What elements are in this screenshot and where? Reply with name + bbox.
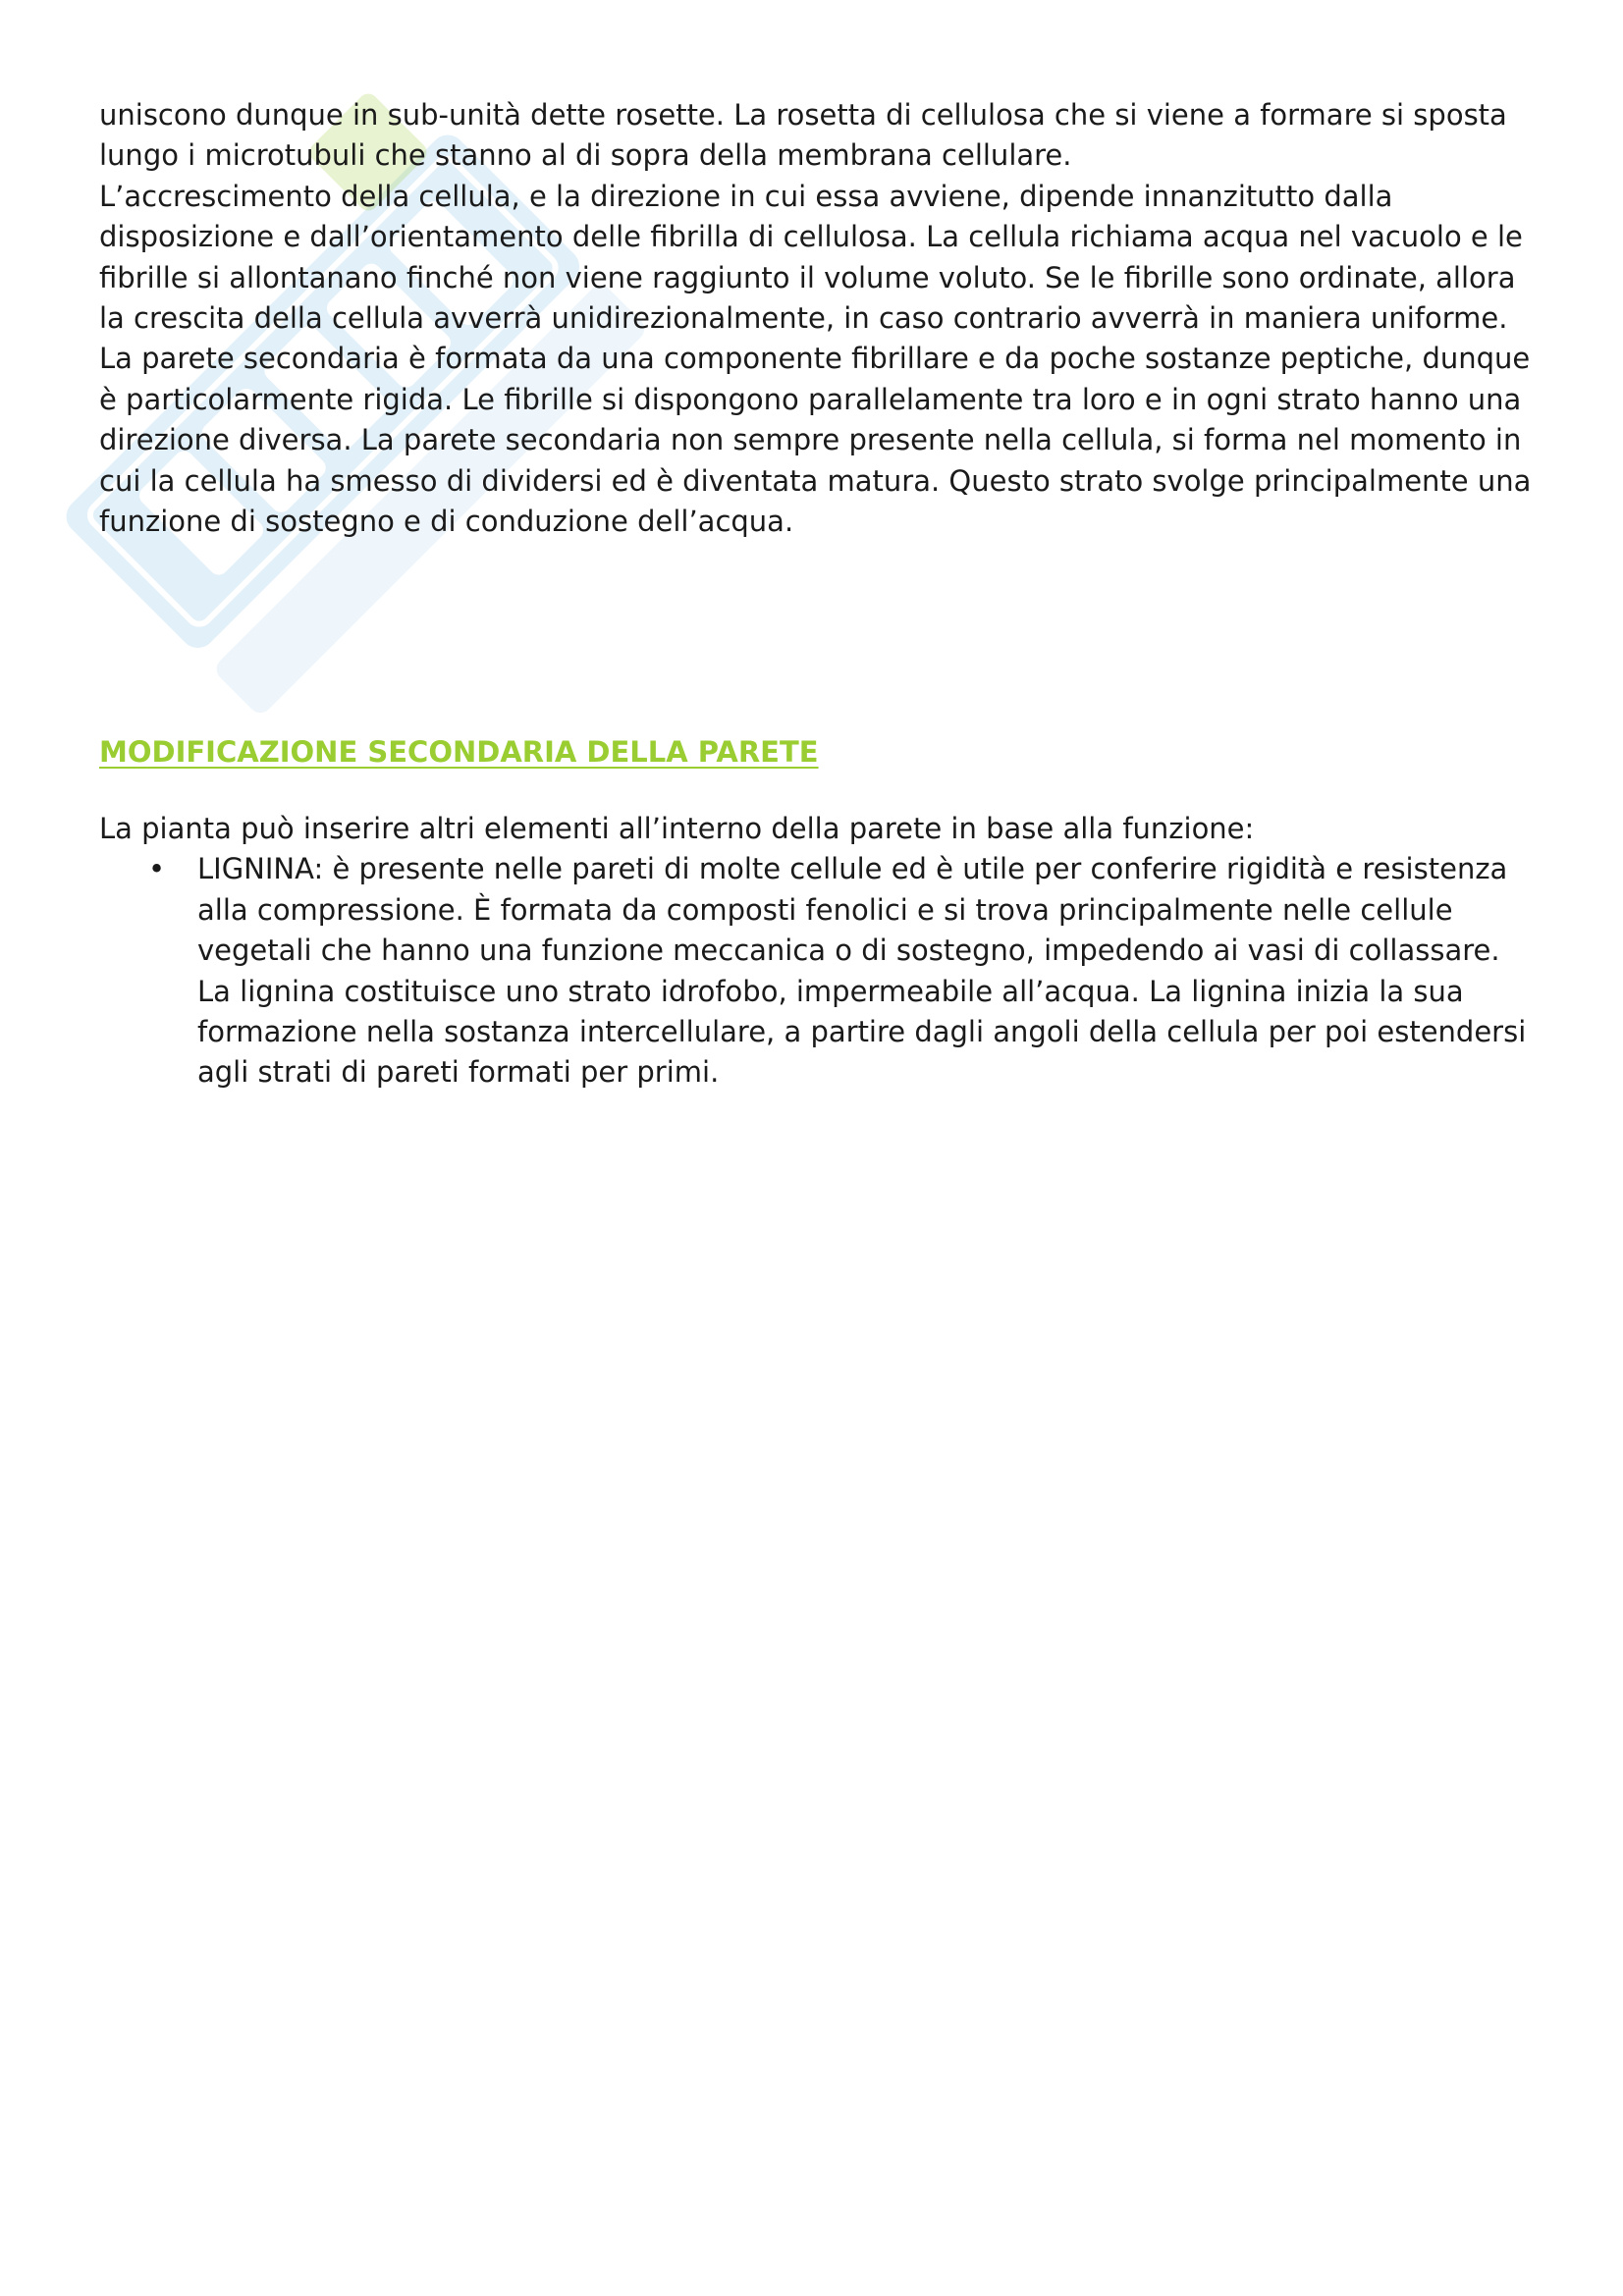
- paragraph-rosette: uniscono dunque in sub-unità dette rosette. La rosetta di cellulosa che si viene a formare si sposta lungo i microtubuli che stanno al di sopra della membrana cellulare.: [99, 98, 1507, 173]
- section-spacer: [99, 542, 1533, 732]
- paragraph-accrescimento: L’accrescimento della cellula, e la direzione in cui essa avviene, dipende innanzitutto dalla disposizione e dall’orientamento delle fibrilla di cellulosa. La cellula richiama acqua nel vacuolo e le fibrille si allontanano finché non viene raggiunto il volume voluto. Se le fibrille sono ordinate, allora la crescita della cellula avverrà unidirezionalmente, in caso contrario avverrà in maniera uniforme.: [99, 179, 1523, 336]
- document-body: [99, 95, 1533, 1094]
- list-item-lignina: [99, 849, 1533, 1093]
- paragraph-parete-secondaria: La parete secondaria è formata da una componente fibrillare e da poche sostanze peptiche, dunque è particolarmente rigida. Le fibrille si dispongono parallelamente tra loro e in ogni strato hanno una direzione diversa. La parete secondaria non sempre presente nella cellula, si forma nel momento in cui la cellula ha smesso di dividersi ed è diventata matura. Questo strato svolge principalmente una funzione di sostegno e di conduzione dell’acqua.: [99, 342, 1532, 539]
- heading-gap: [99, 774, 1533, 809]
- list-item-text: LIGNINA: è presente nelle pareti di molte cellule ed è utile per conferire rigidità e resistenza alla compressione. È formata da composti fenolici e si trova principalmente nelle cellule vegetali che hanno una funzione meccanica o di sostegno, impedendo ai vasi di collassare. La lignina costituisce uno strato idrofobo, impermeabile all’acqua. La lignina inizia la sua formazione nella sostanza intercellulare, a partire dagli angoli della cellula per poi estendersi agli strati di pareti formati per primi.: [197, 852, 1527, 1090]
- section-intro: La pianta può inserire altri elementi all’interno della parete in base alla funzione:: [99, 811, 1255, 845]
- bullet-dot-icon: •: [148, 852, 166, 886]
- section-heading: MODIFICAZIONE SECONDARIA DELLA PARETE: [99, 735, 819, 770]
- bullet-list: [99, 849, 1533, 1093]
